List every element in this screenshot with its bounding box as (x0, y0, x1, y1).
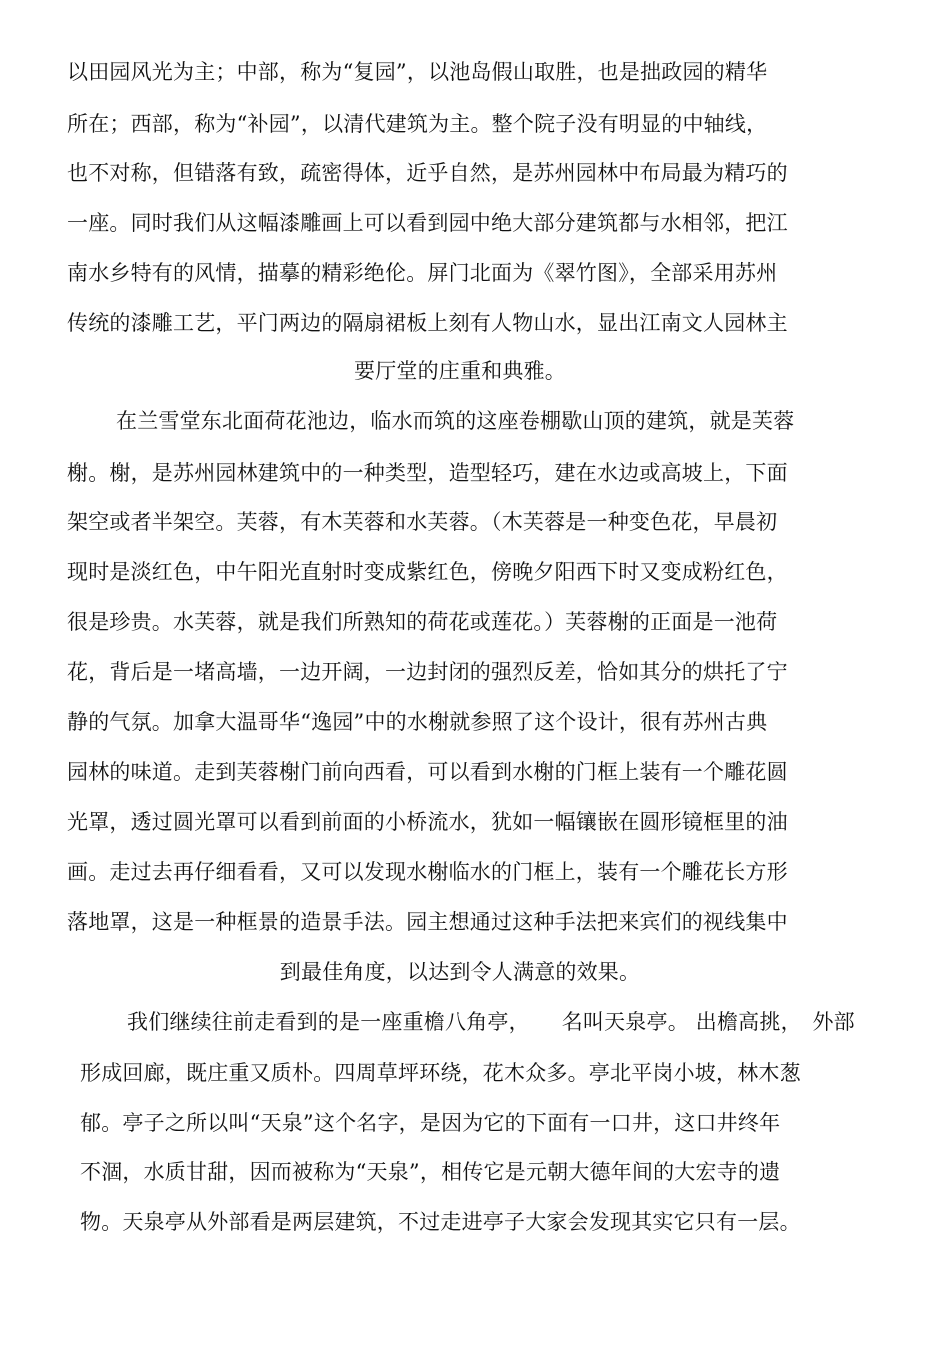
paragraph2-line11: 落地罩，这是一种框景的造景手法。园主想通过这种手法把来宾们的视线集中 (67, 910, 788, 934)
paragraph3-line2: 形成回廊，既庄重又质朴。四周草坪环绕，花木众多。亭北平岗小坡，林木葱 (80, 1061, 801, 1085)
paragraph1-line5: 南水乡特有的风情，描摹的精彩绝伦。屏门北面为《翠竹图》，全部采用苏州 (67, 261, 778, 285)
paragraph2-line9: 光罩，透过圆光罩可以看到前面的小桥流水，犹如一幅镶嵌在圆形镜框里的油 (67, 810, 788, 834)
paragraph3-line1: 我们继续往前走看到的是一座重檐八角亭， 名叫天泉亭。 出檐高挑， 外部 (127, 1010, 855, 1034)
paragraph3-line5: 物。天泉亭从外部看是两层建筑，不过走进亭子大家会发现其实它只有一层。 (80, 1210, 801, 1234)
paragraph1-line2: 所在；西部，称为“补园”，以清代建筑为主。整个院子没有明显的中轴线， (67, 112, 768, 136)
paragraph3-line3: 郁。亭子之所以叫“天泉”这个名字，是因为它的下面有一口井，这口井终年 (80, 1111, 781, 1135)
paragraph2-line1: 在兰雪堂东北面荷花池边，临水而筑的这座卷棚歇山顶的建筑，就是芙蓉 (116, 409, 795, 433)
paragraph2-line6: 花，背后是一堵高墙，一边开阔，一边封闭的强烈反差，恰如其分的烘托了宁 (67, 660, 788, 684)
paragraph2-line8: 园林的味道。走到芙蓉榭门前向西看，可以看到水榭的门框上装有一个雕花圆 (67, 760, 788, 784)
paragraph1-line6: 传统的漆雕工艺，平门两边的隔扇裙板上刻有人物山水，显出江南文人园林主 (67, 311, 788, 335)
paragraph1-line1: 以田园风光为主；中部，称为“复园”，以池岛假山取胜，也是拙政园的精华 (67, 60, 768, 84)
paragraph2-line3: 架空或者半架空。芙蓉，有木芙蓉和水芙蓉。（木芙蓉是一种变色花，早晨初 (67, 510, 778, 534)
paragraph2-line12: 到最佳角度，以达到令人满意的效果。 (279, 960, 641, 984)
paragraph3-line4: 不涸，水质甘甜，因而被称为“天泉”，相传它是元朝大德年间的大宏寺的遗 (80, 1160, 781, 1184)
paragraph2-line4: 现时是淡红色，中午阳光直射时变成紫红色，傍晚夕阳西下时又变成粉红色， (67, 560, 788, 584)
paragraph1-line3: 也不对称，但错落有致，疏密得体，近乎自然，是苏州园林中布局最为精巧的 (67, 161, 788, 185)
paragraph2-line10: 画。走过去再仔细看看，又可以发现水榭临水的门框上，装有一个雕花长方形 (67, 860, 788, 884)
paragraph2-line5: 很是珍贵。水芙蓉，就是我们所熟知的荷花或莲花。）芙蓉榭的正面是一池荷 (67, 610, 778, 634)
paragraph2-line2: 榭。榭，是苏州园林建筑中的一种类型，造型轻巧，建在水边或高坡上，下面 (67, 461, 788, 485)
paragraph1-line4: 一座。同时我们从这幅漆雕画上可以看到园中绝大部分建筑都与水相邻，把江 (67, 211, 788, 235)
paragraph2-line7: 静的气氛。加拿大温哥华“逸园”中的水榭就参照了这个设计，很有苏州古典 (67, 710, 768, 734)
paragraph1-line7: 要厅堂的庄重和典雅。 (354, 359, 566, 383)
